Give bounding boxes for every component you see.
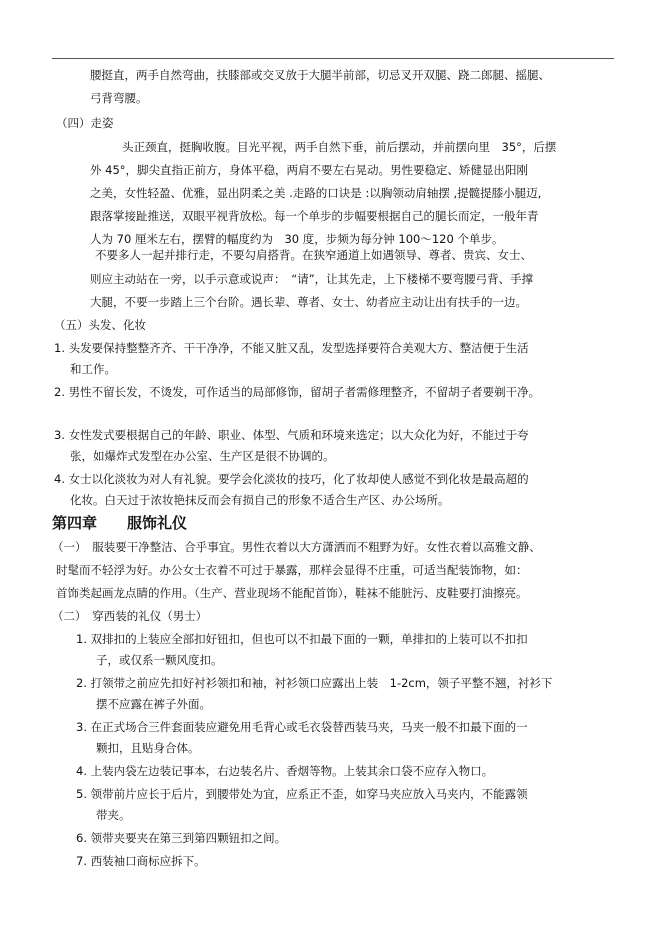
suit-item-line: 1. 双排扣的上装应全部扣好钮扣，但也可以不扣最下面的一颗，单排扣的上装可以不扣扣 <box>76 632 528 646</box>
suit-item-line: 3. 在正式场合三件套面装应避免用毛背心或毛衣袋替西装马夹，马夹一般不扣最下面的一 <box>76 720 528 734</box>
suit-item-line: 颗扣，且贴身合体。 <box>96 741 200 755</box>
chapter-title: 第四章 服饰礼仪 <box>52 514 188 532</box>
header-divider <box>52 58 614 59</box>
walking-paragraph-line: 跟落掌接趾推送，双眼平视背放松。每一个单步的步幅要根据自己的腿长而定，一般年青 <box>90 209 539 223</box>
chapter-paragraph-line: （一） 服装要干净整洁、合乎事宜。男性衣着以大方潇洒而不粗野为好。女性衣着以高雅文静、 <box>52 540 541 554</box>
suit-item-line: 子，或仅系一颗风度扣。 <box>96 653 223 667</box>
walking-paragraph-line: 不要多人一起并排行走，不要勾肩搭背。在狭窄通道上如遇领导、尊者、贵宾、女士、 <box>95 248 532 262</box>
suit-item-line: 2. 打领带之前应先扣好衬衫领扣和袖，衬衫领口应露出上装 1-2cm，领子平整不翘，衬衫下 <box>76 676 553 690</box>
walking-paragraph-line: 人为 70 厘米左右，摆臂的幅度约为 30 度，步频为每分钟 100～120 个单步。 <box>90 232 504 246</box>
posture-sitting-line: 弓背弯腰。 <box>90 91 148 105</box>
suit-item-line: 7. 西装袖口商标应拆下。 <box>76 854 206 868</box>
chapter-paragraph-line: 首饰类起画龙点睛的作用。（生产、营业现场不能配首饰），鞋袜不能脏污、皮鞋要打油擦亮。 <box>56 586 528 600</box>
suit-heading: （二） 穿西装的礼仪（男士） <box>52 609 208 623</box>
suit-item-line: 5. 领带前片应长于后片，到腰带处为宜，应系正不歪，如穿马夹应放入马夹内，不能露领 <box>76 787 528 801</box>
hair-item-line: 2. 男性不留长发，不烫发，可作适当的局部修饰，留胡子者需修理整齐，不留胡子者要剃干净。 <box>54 385 541 399</box>
walking-paragraph-line: 之美，女性轻盈、优雅，显出阴柔之美 .走路的口诀是 :以胸领动肩轴摆 ,提髋提膝小腿迈, <box>90 186 542 200</box>
suit-item-line: 带夹。 <box>96 808 131 822</box>
hair-item-line: 和工作。 <box>70 362 116 376</box>
hair-item-line: 3. 女性发式要根据自己的年龄、职业、体型、气质和环境来选定；以大众化为好，不能过于夸 <box>54 428 529 442</box>
walking-paragraph-line: 头正颈直，挺胸收腹。目光平视，两手自然下垂，前后摆动，并前摆向里 35°，后摆 <box>122 140 557 154</box>
posture-sitting-line: 腰挺直，两手自然弯曲，扶膝部或交叉放于大腿半前部，切忌叉开双腿、跷二郎腿、摇腿、 <box>90 68 550 82</box>
suit-item-line: 摆不应露在裤子外面。 <box>96 697 211 711</box>
walking-paragraph-line: 外 45°，脚尖直指正前方，身体平稳，两肩不要左右晃动。男性要稳定、矫健显出阳刚 <box>90 163 529 177</box>
chapter-paragraph-line: 时髦而不轻浮为好。办公女士衣着不可过于暴露，那样会显得不庄重，可适当配装饰物，如： <box>56 563 528 577</box>
hair-heading: （五）头发、化妆 <box>54 318 146 332</box>
suit-item-line: 6. 领带夹要夹在第三到第四颗钮扣之间。 <box>76 831 287 845</box>
hair-item-line: 张，如爆炸式发型在办公室、生产区是很不协调的。 <box>70 449 335 463</box>
hair-item-line: 化妆。白天过于浓妆艳抹反而会有损自己的形象不适合生产区、办公场所。 <box>70 493 450 507</box>
walking-paragraph-line: 则应主动站在一旁，以手示意或说声： “请”，让其先走，上下楼梯不要弯腰弓背、手撑 <box>90 272 534 286</box>
walking-heading: （四）走姿 <box>56 116 114 130</box>
suit-item-line: 4. 上装内袋左边装记事本，右边装名片、香烟等物。上装其余口袋不应存入物口。 <box>76 764 494 778</box>
hair-item-line: 4. 女士以化淡妆为对人有礼貌。要学会化淡妆的技巧，化了妆却使人感觉不到化妆是最高超的 <box>54 472 529 486</box>
walking-paragraph-line: 大腿，不要一步踏上三个台阶。遇长辈、尊者、女士、幼者应主动让出有扶手的一边。 <box>90 295 527 309</box>
hair-item-line: 1. 头发要保持整整齐齐、干干净净，不能又脏又乱，发型选择要符合美观大方、整洁便于生活 <box>54 341 529 355</box>
